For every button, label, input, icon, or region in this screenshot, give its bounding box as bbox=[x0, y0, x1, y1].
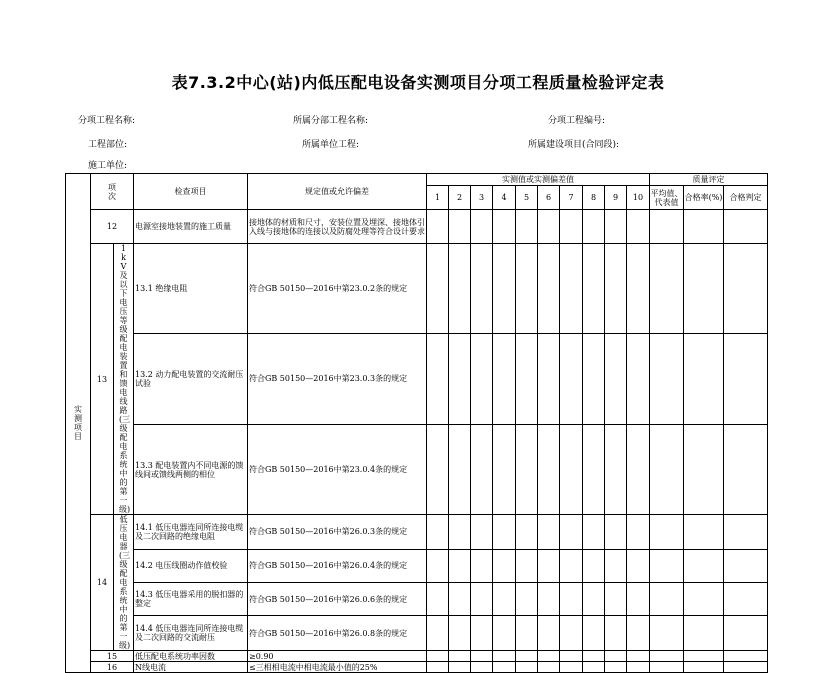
sub-project-no-label: 分项工程编号: bbox=[548, 116, 606, 126]
item-no-header: 项次 bbox=[91, 174, 134, 210]
spec-header: 规定值或允许偏差 bbox=[248, 174, 427, 210]
check-item: 电源室接地装置的施工质量 bbox=[134, 210, 248, 244]
spec-value: 符合GB 50150—2016中第26.0.8条的规定 bbox=[248, 616, 427, 651]
group-label-cell bbox=[66, 174, 91, 673]
construction-project-label: 所属建设项目(合同段): bbox=[528, 140, 620, 150]
check-item: 14.3 低压电器采用的脱扣器的整定 bbox=[134, 582, 248, 615]
item-no: 12 bbox=[91, 210, 134, 244]
pass-rate-header: 合格率(%) bbox=[684, 186, 724, 210]
table-row bbox=[66, 333, 768, 425]
spec-value: 符合GB 50150—2016中第26.0.3条的规定 bbox=[248, 515, 427, 550]
judge-header: 合格判定 bbox=[724, 186, 768, 210]
project-section-label: 工程部位: bbox=[88, 140, 128, 150]
quality-header: 质量评定 bbox=[650, 174, 768, 186]
group-label: 实测项目 bbox=[74, 405, 82, 441]
check-item: 14.4 低压电器连同所连接电缆及二次回路的交流耐压 bbox=[134, 616, 248, 651]
measure-col-4: 4 bbox=[493, 186, 516, 210]
check-item: 低压配电系统功率因数 bbox=[134, 651, 248, 662]
check-item-header: 检查项目 bbox=[134, 174, 248, 210]
measure-col-10: 10 bbox=[627, 186, 650, 210]
table-row bbox=[66, 651, 768, 662]
table-row bbox=[66, 616, 768, 651]
spec-value: 符合GB 50150—2016中第23.0.3条的规定 bbox=[248, 333, 427, 425]
table-row bbox=[66, 244, 768, 334]
sub-group-label: 低压电器(三级配电系统中的第一级) bbox=[119, 515, 131, 650]
sub-project-name-label: 分项工程名称: bbox=[78, 116, 136, 126]
measure-col-1: 1 bbox=[427, 186, 449, 210]
evaluation-table bbox=[65, 173, 768, 673]
item-no: 13 bbox=[91, 244, 114, 515]
table-row bbox=[66, 515, 768, 550]
spec-value: ≤三相相电流中相电流最小值的25% bbox=[248, 662, 427, 673]
table-row bbox=[66, 662, 768, 673]
item-no: 14 bbox=[91, 515, 114, 651]
check-item: 13.1 绝缘电阻 bbox=[134, 244, 248, 334]
measure-col-8: 8 bbox=[583, 186, 605, 210]
spec-value: 符合GB 50150—2016中第26.0.4条的规定 bbox=[248, 549, 427, 582]
avg-header: 平均值、代表值 bbox=[650, 186, 684, 210]
page-title: 表7.3.2中心(站)内低压配电设备实测项目分项工程质量检验评定表 bbox=[171, 73, 665, 92]
check-item: 14.1 低压电器连同所连接电缆及二次回路的绝缘电阻 bbox=[134, 515, 248, 550]
spec-value: 符合GB 50150—2016中第23.0.2条的规定 bbox=[248, 244, 427, 334]
unit-project-label: 所属单位工程: bbox=[302, 140, 360, 150]
sub-group-label: 1kV及以下电压等级配电装置和馈电线路(三级配电系统中的第一级) bbox=[119, 244, 131, 514]
measure-col-6: 6 bbox=[538, 186, 560, 210]
check-item: N线电流 bbox=[134, 662, 248, 673]
parent-project-name-label: 所属分部工程名称: bbox=[293, 116, 369, 126]
measure-col-2: 2 bbox=[449, 186, 471, 210]
check-item: 13.3 配电装置内不同电源的馈线间或馈线两侧的相位 bbox=[134, 425, 248, 515]
measure-col-3: 3 bbox=[471, 186, 493, 210]
measure-col-7: 7 bbox=[560, 186, 583, 210]
sub-group-cell bbox=[114, 244, 134, 515]
spec-value: 符合GB 50150—2016中第23.0.4条的规定 bbox=[248, 425, 427, 515]
measure-col-5: 5 bbox=[516, 186, 538, 210]
table-row bbox=[66, 549, 768, 582]
spec-value: 接地体的材质和尺寸，安装位置及埋深、接地体引入线与接地体的连接以及防腐处理等符合设计要求 bbox=[248, 210, 427, 244]
measure-col-9: 9 bbox=[605, 186, 627, 210]
measured-header: 实测值或实测偏差值 bbox=[427, 174, 650, 186]
spec-value: 符合GB 50150—2016中第26.0.6条的规定 bbox=[248, 582, 427, 615]
item-no: 15 bbox=[91, 651, 134, 662]
item-no: 16 bbox=[91, 662, 134, 673]
check-item: 14.2 电压线圈动作值校验 bbox=[134, 549, 248, 582]
sub-group-cell bbox=[114, 515, 134, 651]
table-row bbox=[66, 425, 768, 515]
table-row bbox=[66, 210, 768, 244]
check-item: 13.2 动力配电装置的交流耐压试验 bbox=[134, 333, 248, 425]
spec-value: ≥0.90 bbox=[248, 651, 427, 662]
table-row bbox=[66, 582, 768, 615]
construction-unit-label: 施工单位: bbox=[88, 161, 128, 171]
